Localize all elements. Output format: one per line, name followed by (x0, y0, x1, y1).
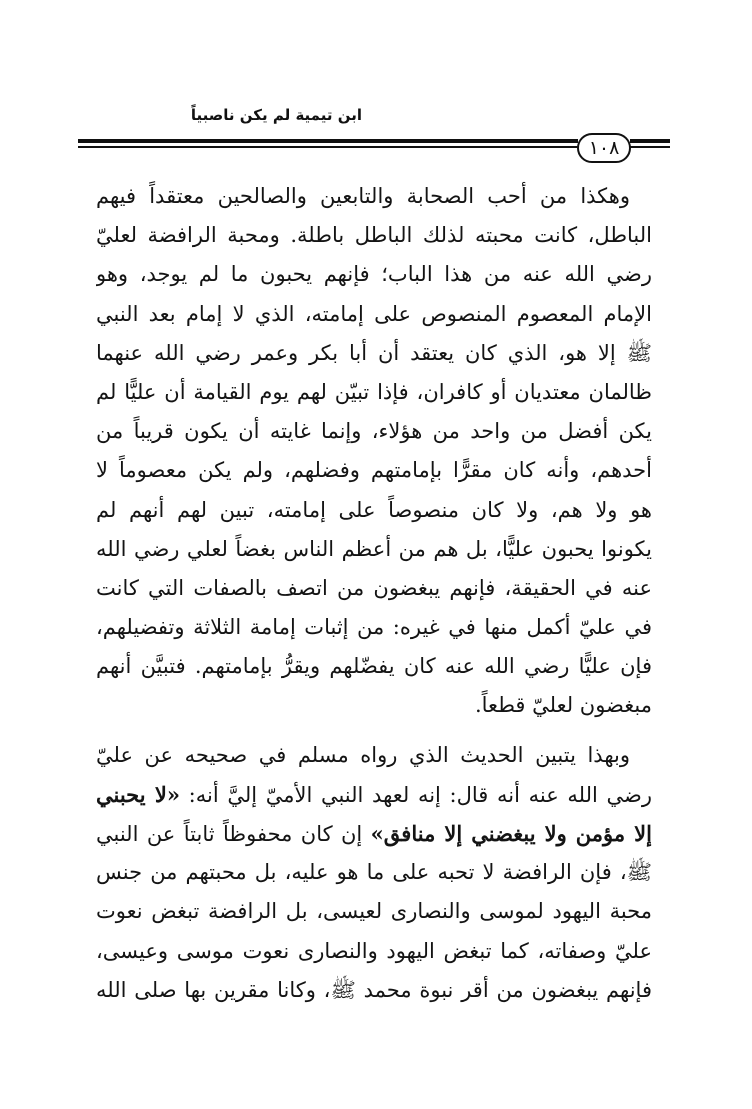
text-line: ﷺ إلا هو، الذي كان يعتقد أن أبا بكر وعمر رضي الله عنهما (96, 340, 652, 365)
paragraph-2 (96, 736, 652, 1010)
paragraph-1 (96, 177, 652, 726)
text-line (96, 775, 652, 814)
text-segment: رضي الله عنه أنه قال: إنه لعهد النبي الأميّ إليَّ أنه: (179, 782, 652, 807)
text-line: محبة اليهود لموسى والنصارى لعيسى، بل الرافضة تبغض نعوت (96, 899, 652, 924)
text-line: أحدهم، وأنه كان مقرًّا بإمامتهم وفضلهم، ولم يكن معصوماً لا (96, 458, 652, 483)
text-line: الإمام المعصوم المنصوص على إمامته، الذي لا إمام بعد النبي (96, 301, 652, 326)
text-line: يكن أفضل من واحد من هؤلاء، وإنما غايته أن يكون قريباً من (96, 419, 652, 444)
text-line: هو ولا هم، ولا كان منصوصاً على إمامته، تبين لهم أنهم لم (96, 497, 652, 522)
hadith-quote: إلا مؤمن ولا يبغضني إلا منافق» (370, 821, 652, 846)
text-line: في عليّ أكمل منها في غيره: من إثبات إمامة الثلاثة وتفضيلهم، (96, 615, 652, 640)
text-line: الباطل، كانت محبته لذلك الباطل باطلة. ومحبة الرافضة لعليّ (96, 223, 652, 248)
text-line: يكونوا يحبون عليًّا، بل هم من أعظم الناس بغضاً لعلي رضي الله (96, 536, 652, 561)
header-rule-thin (78, 146, 578, 148)
header-rule-thick (78, 139, 578, 143)
text-line: وهكذا من أحب الصحابة والتابعين والصالحين معتقداً فيهم (96, 184, 630, 208)
header-rule-right-thick (630, 139, 670, 143)
text-line: عليّ وصفاته، كما تبغض اليهود والنصارى نعوت موسى وعيسى، (96, 938, 652, 963)
text-line: فإنهم يبغضون من أقر نبوة محمد ﷺ، وكانا مقرين بها صلى الله (96, 977, 652, 1002)
text-line: فإن عليًّا رضي الله عنه كان يفضّلهم ويقرُّ بإمامتهم. فتبيَّن أنهم (96, 654, 652, 679)
text-line (96, 814, 652, 853)
text-line: ﷺ، فإن الرافضة لا تحبه على ما هو عليه، بل محبتهم من جنس (96, 860, 652, 885)
text-line: مبغضون لعليّ قطعاً. (474, 693, 652, 718)
text-segment: إن كان محفوظاً ثابتاً عن النبي (96, 822, 371, 846)
hadith-quote: «لا يحبني (96, 781, 180, 807)
text-line: وبهذا يتبين الحديث الذي رواه مسلم في صحيحه عن عليّ (96, 742, 630, 767)
page-number: ١٠٨ (577, 133, 631, 163)
text-line: عنه في الحقيقة، فإنهم يبغضون من اتصف بالصفات التي كانت (96, 575, 652, 600)
header-rule-right-thin (630, 146, 670, 148)
body-text (96, 177, 652, 1010)
running-title: ابن تيمية لم يكن ناصبياً (190, 106, 362, 124)
text-line: ظالمان معتديان أو كافران، فإذا تبيّن لهم يوم القيامة أن عليًّا لم (96, 379, 652, 404)
text-line: رضي الله عنه من هذا الباب؛ فإنهم يحبون ما لم يوجد، وهو (96, 262, 652, 287)
